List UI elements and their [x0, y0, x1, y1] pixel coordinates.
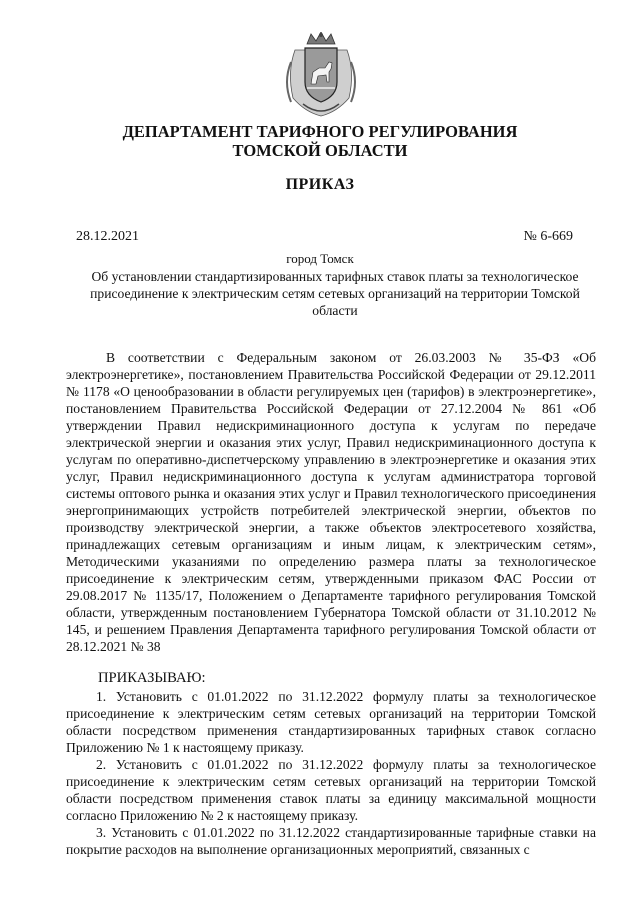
order-directive-word: ПРИКАЗЫВАЮ: [98, 670, 206, 686]
tomsk-oblast-coat-of-arms-icon [285, 32, 357, 118]
order-city: город Томск [286, 251, 354, 266]
document-type-title: ПРИКАЗ [285, 176, 355, 193]
order-item: 2. Установить с 01.01.2022 по 31.12.2022 формулу платы за технологическое присоединение к электрическим сетям сетевых организаций на территории Томской области посредством применения ставок платы за единицу максимальной мощности согласно Приложению № 2 к настоящему приказу. [66, 757, 596, 823]
order-date: 28.12.2021 [76, 229, 139, 244]
order-number: № 6-669 [523, 229, 573, 244]
order-items-list [66, 688, 596, 858]
order-item: 3. Установить с 01.01.2022 по 31.12.2022 стандартизированные тарифные ставки на покрытие расходов на выполнение организационных мероприятий, связанных с [66, 825, 596, 857]
department-name-line2: ТОМСКОЙ ОБЛАСТИ [232, 141, 408, 160]
department-name-line1: ДЕПАРТАМЕНТ ТАРИФНОГО РЕГУЛИРОВАНИЯ [122, 122, 518, 141]
order-item: 1. Установить с 01.01.2022 по 31.12.2022 формулу платы за технологическое присоединение к электрическим сетям сетевых организаций на территории Томской области посредством применения стандартизированных тарифных ставок согласно Приложению № 1 к настоящему приказу. [66, 689, 596, 755]
preamble-paragraph: В соответствии с Федеральным законом от 26.03.2003 № 35-ФЗ «Об электроэнергетике», постановлением Правительства Российской Федерации от 29.12.2011 № 1178 «О ценообразовании в области регулируемых цен (тарифов) в электроэнергетике», постановлением Правительства Российской Федерации от 27.12.2004 № 861 «Об утверждении Правил недискриминационного доступа к услугам по передаче электрической энергии и оказания этих услуг, Правил недискриминационного доступа к услугам по оперативно-диспетчерскому управлению в электроэнергетике и оказания этих услуг, Правил недискриминационного доступа к услугам администратора торговой системы оптового рынка и оказания этих услуг и Правил технологического присоединения энергопринимающих устройств потребителей электрической энергии, объектов по производству электрической энергии, а также объектов электросетевого хозяйства, принадлежащих сетевым организациям и иным лицам, к электрическим сетям», Методическими указаниями по определению размера платы за технологическое присоединение к электрическим сетям, утвержденными приказом ФАС России от 29.08.2017 № 1135/17, Положением о Департаменте тарифного регулирования Томской области, утвержденным постановлением Губернатора Томской области от 31.10.2012 № 145, и решением Правления Департамента тарифного регулирования Томской области от 28.12.2021 № 38 [66, 350, 596, 654]
order-subject: Об установлении стандартизированных тарифных ставок платы за технологическое присоединение к электрическим сетям сетевых организаций на территории Томской области [90, 269, 580, 318]
